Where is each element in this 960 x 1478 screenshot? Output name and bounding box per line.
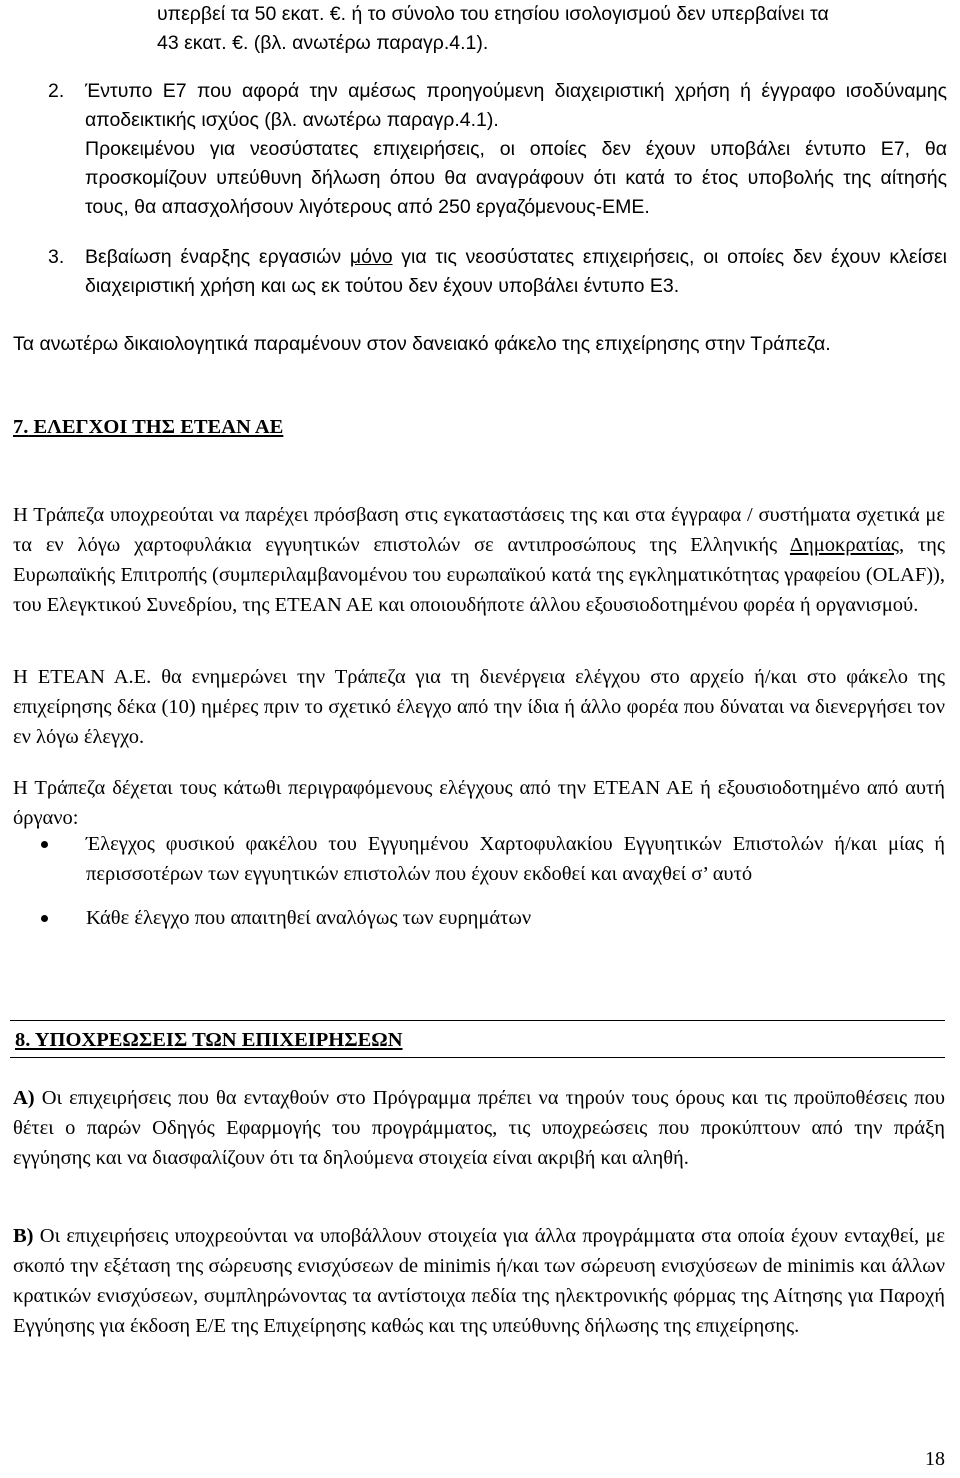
paragraph-b-label: Β) bbox=[13, 1225, 34, 1247]
section-7-paragraph-2: Η ΕΤΕΑΝ Α.Ε. θα ενημερώνει την Τράπεζα για τη διενέργεια ελέγχου στο αρχείο ή/και στο φάκελο της επιχείρησης δέκα (10) ημέρες πριν το σχετικό έλεγχο από την ίδια ή άλλο φορέα που δύναται να διενεργήσει τον εν λόγω έλεγχο. bbox=[13, 666, 945, 748]
item1-line2: 43 εκατ. €. (βλ. ανωτέρω παραγρ.4.1). bbox=[157, 32, 489, 54]
section-7-number: 7. bbox=[13, 416, 29, 438]
item1-line1: υπερβεί τα 50 εκατ. €. ή το σύνολο του ετησίου ισολογισμού δεν υπερβαίνει τα bbox=[157, 3, 829, 25]
bullet-icon bbox=[41, 841, 48, 848]
paragraph-b-text: Οι επιχειρήσεις υποχρεούνται να υποβάλλουν στοιχεία για άλλα προγράμματα στα οποία έχουν ενταχθεί, με σκοπό την εξέταση της σώρευσης ενισχύσεων de minimis ή/και των σώρευση ενισχύσεων de minimis και άλλων κρατικών ενισχύσεων, συμπληρώνοντας τα αντίστοιχα πεδία της ηλεκτρονικής φόρμας της Αίτησης για Παροχή Εγγύησης για έκδοση Ε/Ε της Επιχείρησης καθώς και της υπεύθυνης δήλωσης της επιχείρησης. bbox=[13, 1225, 945, 1337]
section-7-paragraph-3: Η Τράπεζα δέχεται τους κάτωθι περιγραφόμενους ελέγχους από την ΕΤΕΑΝ ΑΕ ή εξουσιοδοτημένο από αυτή όργανο: bbox=[13, 777, 945, 829]
section-8-paragraph-a bbox=[13, 1083, 945, 1173]
page-number: 18 bbox=[925, 1448, 945, 1470]
section-7-paragraph-1-start: Η Τράπεζα υποχρεούται να παρέχει πρόσβαση στις εγκαταστάσεις της και στα έγγραφα / συστήματα σχετικά με τα εν λόγω χαρτοφυλάκια εγγυητικών επιστολών σε αντιπροσώπους της Ελληνικής bbox=[13, 504, 945, 556]
section-8-title: 8. ΥΠΟΧΡΕΩΣΕΙΣ ΤΩΝ ΕΠΙΧΕΙΡΗΣΕΩΝ bbox=[15, 1029, 403, 1051]
section-7-bullet-list bbox=[13, 829, 945, 933]
bullet-item-text: Κάθε έλεγχο που απαιτηθεί αναλόγως των ευρημάτων bbox=[86, 907, 532, 929]
list-item-3-text-end: για τις νεοσύστατες επιχειρήσεις, οι οποίες δεν έχουν κλείσει διαχειριστική χρήση και ως εκ τούτου δεν έχουν υποβάλει έντυπο Ε3. bbox=[85, 246, 947, 297]
section-8-paragraph-b bbox=[13, 1221, 945, 1341]
list-item-2-note: Προκειμένου για νεοσύστατες επιχειρήσεις, οι οποίες δεν έχουν υποβάλει έντυπο Ε7, θα προσκομίζουν υπεύθυνη δήλωση όπου θα αναγράφουν ότι κατά το έτος υποβολής της αίτησής τους, θα απασχολήσουν λιγότερους από 250 εργαζόμενους-ΕΜΕ. bbox=[85, 138, 947, 218]
supporting-docs-note: Τα ανωτέρω δικαιολογητικά παραμένουν στον δανειακό φάκελο της επιχείρησης στην Τράπεζα. bbox=[13, 333, 831, 355]
bullet-item-text: Έλεγχος φυσικού φακέλου του Εγγυημένου Χαρτοφυλακίου Εγγυητικών Επιστολών ή/και μίας ή περισσοτέρων των εγγυητικών επιστολών που έχουν εκδοθεί και αναχθεί σ’ αυτό bbox=[86, 833, 945, 885]
section-8-heading bbox=[10, 1020, 945, 1058]
section-7-paragraph-1 bbox=[13, 500, 945, 620]
bullet-icon bbox=[41, 915, 48, 922]
paragraph-a-text: Οι επιχειρήσεις που θα ενταχθούν στο Πρόγραμμα πρέπει να τηρούν τους όρους και τις προϋποθέσεις που θέτει ο παρών Οδηγός Εφαρμογής του προγράμματος, τις υποχρεώσεις που προκύπτουν από την πράξη εγγύησης και να διασφαλίζουν ότι τα δηλούμενα στοιχεία είναι ακριβή και αληθή. bbox=[13, 1087, 945, 1169]
paragraph-a-label: Α) bbox=[13, 1087, 35, 1109]
list-item-3 bbox=[43, 243, 947, 301]
list-item-2 bbox=[43, 77, 947, 222]
list-item-2-text: Έντυπο Ε7 που αφορά την αμέσως προηγούμενη διαχειριστική χρήση ή έγγραφο ισοδύναμης αποδεικτικής ισχύος (βλ. ανωτέρω παραγρ.4.1). bbox=[85, 80, 947, 131]
list-item-3-number: 3. bbox=[48, 246, 65, 268]
bullet-item bbox=[13, 829, 945, 889]
section-7-title: ΕΛΕΓΧΟΙ ΤΗΣ ΕΤΕΑΝ ΑΕ bbox=[33, 416, 284, 438]
list-item-2-number: 2. bbox=[48, 80, 65, 102]
bullet-item bbox=[13, 903, 945, 933]
section-7-paragraph-1-emphasis: Δημοκρατίας bbox=[789, 534, 899, 556]
section-7-paragraph-1-end: , της Ευρωπαϊκής Επιτροπής (συμπεριλαμβανομένου του ευρωπαϊκού κατά της εγκληματικότητας γραφείου (OLAF)), του Ελεγκτικού Συνεδρίου, της ΕΤΕΑΝ ΑΕ και οποιουδήποτε άλλου εξουσιοδοτημένου φορέα ή οργανισμού. bbox=[13, 534, 945, 616]
list-item-3-text bbox=[85, 243, 947, 301]
list-item-3-text-start: Βεβαίωση έναρξης εργασιών bbox=[85, 246, 350, 268]
item1-continuation bbox=[157, 0, 947, 58]
section-7-heading bbox=[13, 412, 283, 442]
list-item-3-emphasis: μόνο bbox=[349, 246, 393, 268]
